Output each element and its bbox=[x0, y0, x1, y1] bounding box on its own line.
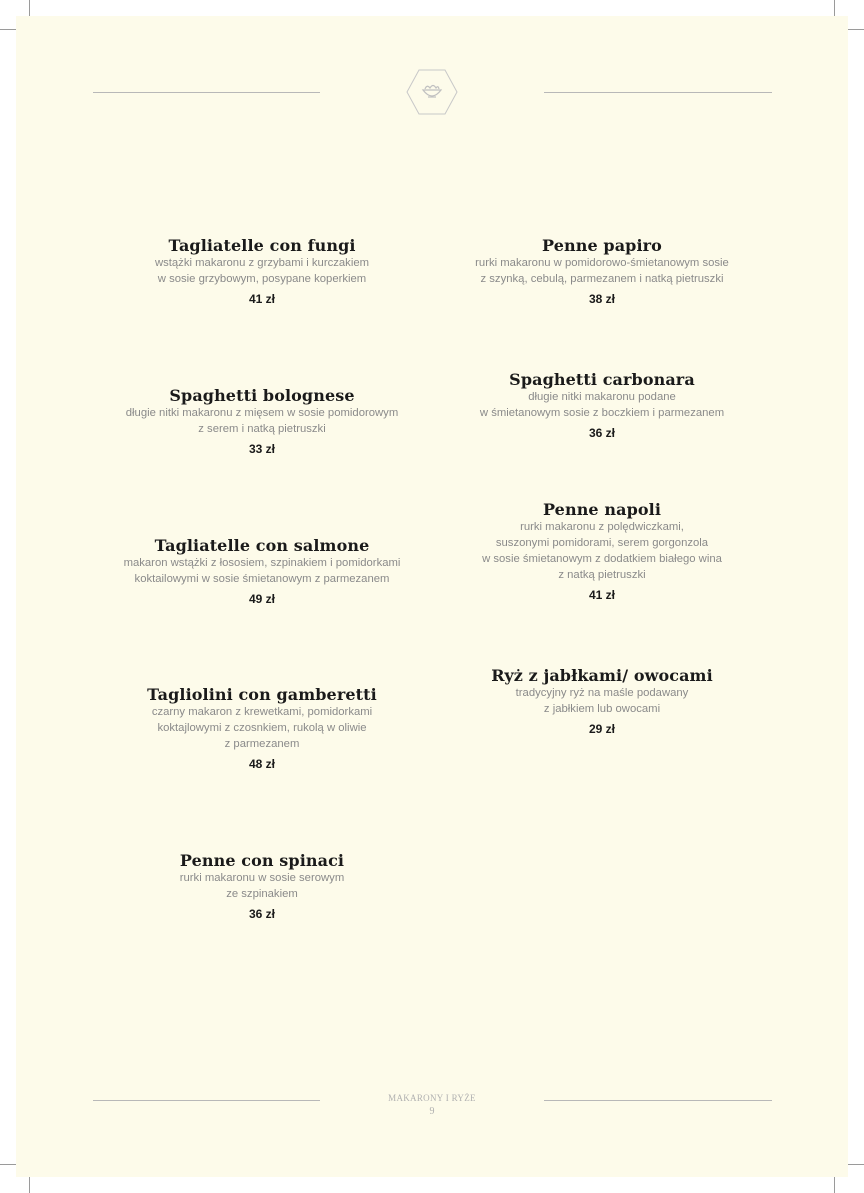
pasta-bowl-hexagon-icon bbox=[406, 69, 458, 115]
menu-item bbox=[82, 685, 442, 784]
dish-description: z jabłkiem lub owocami bbox=[543, 703, 661, 715]
crop-mark bbox=[834, 0, 835, 16]
crop-mark bbox=[848, 1164, 864, 1165]
dish-price: 38 zł bbox=[588, 292, 615, 306]
dish-description: w sosie grzybowym, posypane koperkiem bbox=[157, 273, 367, 285]
dish-price: 41 zł bbox=[248, 292, 275, 306]
dish-name: Ryż z jabłkami/ owocami bbox=[491, 666, 713, 685]
menu-item bbox=[82, 236, 442, 319]
dish-name: Spaghetti bolognese bbox=[169, 386, 355, 405]
dish-name: Penne papiro bbox=[542, 236, 662, 255]
menu-item bbox=[82, 851, 442, 934]
crop-mark bbox=[0, 1164, 16, 1165]
dish-description: rurki makaronu z polędwiczkami, bbox=[520, 521, 684, 533]
dish-price: 49 zł bbox=[248, 592, 275, 606]
dish-price: 36 zł bbox=[588, 426, 615, 440]
dish-description: w sosie śmietanowym z dodatkiem białego wina bbox=[482, 553, 722, 565]
header-rule-left bbox=[93, 92, 320, 93]
crop-mark bbox=[848, 29, 864, 30]
menu-item bbox=[82, 386, 442, 469]
dish-description: koktajlowymi z czosnkiem, rukolą w oliwie bbox=[157, 722, 367, 734]
dish-description: długie nitki makaronu podane bbox=[528, 391, 676, 403]
dish-description: z natką pietruszki bbox=[558, 569, 646, 581]
dish-name: Tagliolini con gamberetti bbox=[147, 685, 377, 704]
dish-name: Tagliatelle con salmone bbox=[154, 536, 370, 555]
dish-description: długie nitki makaronu z mięsem w sosie pomidorowym bbox=[125, 407, 399, 419]
dish-price: 33 zł bbox=[248, 442, 275, 456]
footer-rule-right bbox=[544, 1100, 772, 1101]
footer-rule-left bbox=[93, 1100, 320, 1101]
dish-description: koktailowymi w sosie śmietanowym z parmezanem bbox=[134, 573, 390, 585]
dish-name: Tagliatelle con fungi bbox=[168, 236, 356, 255]
dish-description: makaron wstążki z łososiem, szpinakiem i pomidorkami bbox=[123, 557, 401, 569]
dish-description: tradycyjny ryż na maśle podawany bbox=[515, 687, 689, 699]
menu-item bbox=[422, 236, 782, 319]
dish-name: Penne con spinaci bbox=[179, 851, 345, 870]
menu-item bbox=[422, 666, 782, 749]
dish-description: czarny makaron z krewetkami, pomidorkami bbox=[151, 706, 373, 718]
dish-description: w śmietanowym sosie z boczkiem i parmezanem bbox=[479, 407, 725, 419]
dish-price: 48 zł bbox=[248, 757, 275, 771]
header-rule-right bbox=[544, 92, 772, 93]
crop-mark bbox=[834, 1177, 835, 1193]
dish-description: rurki makaronu w sosie serowym bbox=[179, 872, 345, 884]
dish-description: z parmezanem bbox=[224, 738, 300, 750]
page-number: 9 bbox=[429, 1106, 435, 1117]
menu-item bbox=[82, 536, 442, 619]
dish-description: z szynką, cebulą, parmezanem i natką pietruszki bbox=[480, 273, 724, 285]
footer-section-title: MAKARONY I RYŻE bbox=[388, 1093, 476, 1103]
dish-price: 36 zł bbox=[248, 907, 275, 921]
dish-description: ze szpinakiem bbox=[226, 888, 298, 900]
dish-price: 29 zł bbox=[588, 722, 615, 736]
dish-description: wstążki makaronu z grzybami i kurczakiem bbox=[154, 257, 370, 269]
dish-description: rurki makaronu w pomidorowo-śmietanowym sosie bbox=[475, 257, 729, 269]
crop-mark bbox=[29, 0, 30, 16]
crop-mark bbox=[29, 1177, 30, 1193]
dish-description: z serem i natką pietruszki bbox=[198, 423, 326, 435]
dish-price: 41 zł bbox=[588, 588, 615, 602]
dish-description: suszonymi pomidorami, serem gorgonzola bbox=[495, 537, 709, 549]
menu-item bbox=[422, 370, 782, 453]
dish-name: Spaghetti carbonara bbox=[509, 370, 695, 389]
menu-item bbox=[422, 500, 782, 615]
dish-name: Penne napoli bbox=[542, 500, 661, 519]
crop-mark bbox=[0, 29, 16, 30]
